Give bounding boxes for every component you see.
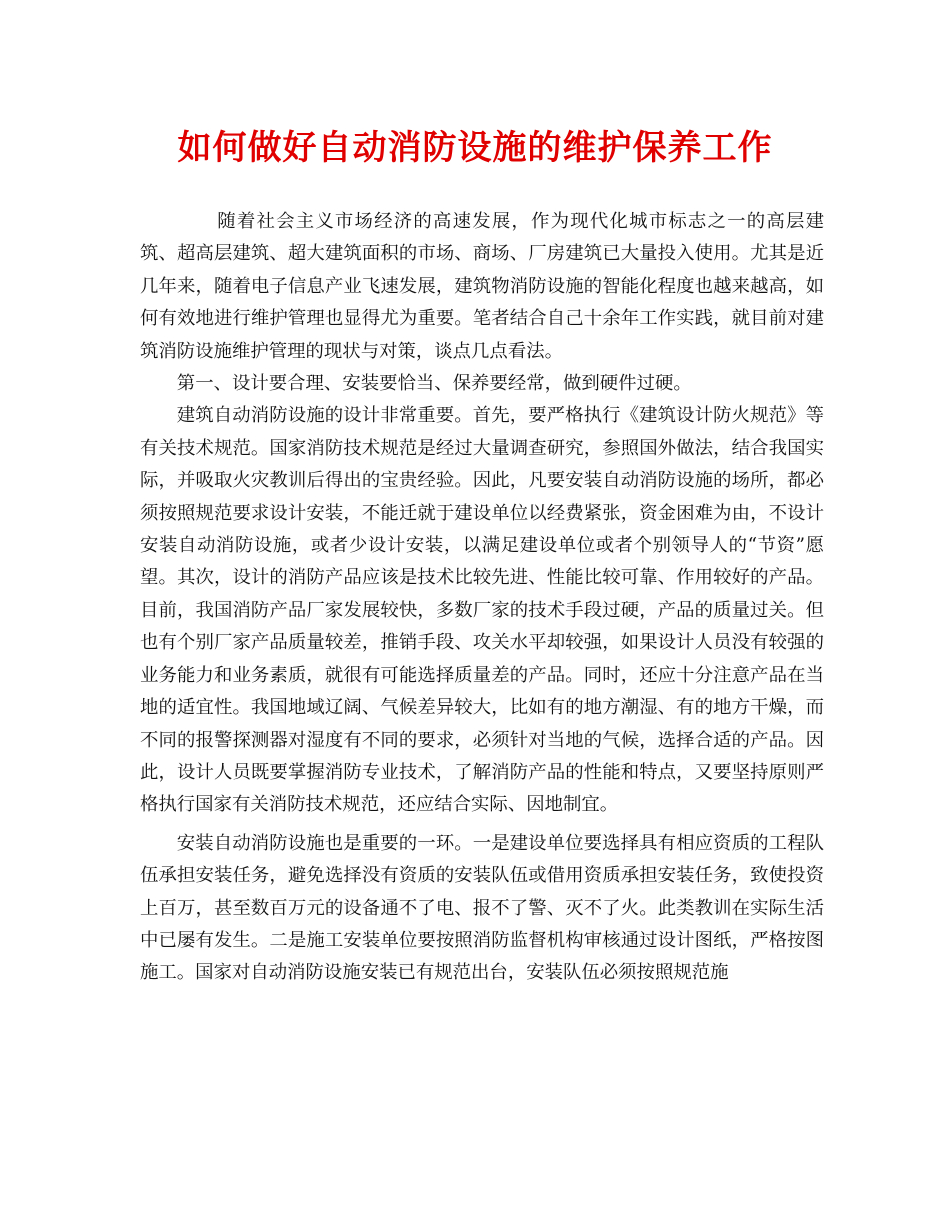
paragraph-intro: 随着社会主义市场经济的高速发展，作为现代化城市标志之一的高层建筑、超高层建筑、超大建筑面积的市场、商场、厂房建筑已大量投入使用。尤其是近几年来，随着电子信息产业飞速发展，建筑物消防设施的智能化程度也越来越高，如何有效地进行维护管理也显得尤为重要。笔者结合自己十余年工作实践，就目前对建筑消防设施维护管理的现状与对策，谈点几点看法。	[140, 211, 824, 362]
document-body	[140, 206, 824, 990]
paragraph-design: 建筑自动消防设施的设计非常重要。首先，要严格执行《建筑设计防火规范》等有关技术规范。国家消防技术规范是经过大量调查研究，参照国外做法，结合我国实际，并吸取火灾教训后得出的宝贵经验。因此，凡要安装自动消防设施的场所，都必须按照规范要求设计安装，不能迁就于建设单位以经费紧张，资金困难为由，不设计安装自动消防设施，或者少设计安装，以满足建设单位或者个别领导人的“节资”愿望。其次，设计的消防产品应该是技术比较先进、性能比较可靠、作用较好的产品。目前，我国消防产品厂家发展较快，多数厂家的技术手段过硬，产品的质量过关。但也有个别厂家产品质量较差，推销手段、攻关水平却较强，如果设计人员没有较强的业务能力和业务素质，就很有可能选择质量差的产品。同时，还应十分注意产品在当地的适宜性。我国地域辽阔、气候差异较大，比如有的地方潮湿、有的地方干燥，而不同的报警探测器对湿度有不同的要求，必须针对当地的气候，选择合适的产品。因此，设计人员既要掌握消防专业技术，了解消防产品的性能和特点，又要坚持原则严格执行国家有关消防技术规范，还应结合实际、因地制宜。	[140, 405, 824, 816]
paragraph-section-heading: 第一、设计要合理、安装要恰当、保养要经常，做到硬件过硬。	[176, 373, 692, 395]
paragraph-installation: 安装自动消防设施也是重要的一环。一是建设单位要选择具有相应资质的工程队伍承担安装任务，避免选择没有资质的安装队伍或借用资质承担安装任务，致使投资上百万，甚至数百万元的设备通不了电、报不了警、灭不了火。此类教训在实际生活中已屡有发生。二是施工安装单位要按照消防监督机构审核通过设计图纸，严格按图施工。国家对自动消防设施安装已有规范出台，安装队伍必须按照规范施	[140, 832, 824, 984]
document-title: 如何做好自动消防设施的维护保养工作	[177, 128, 773, 168]
